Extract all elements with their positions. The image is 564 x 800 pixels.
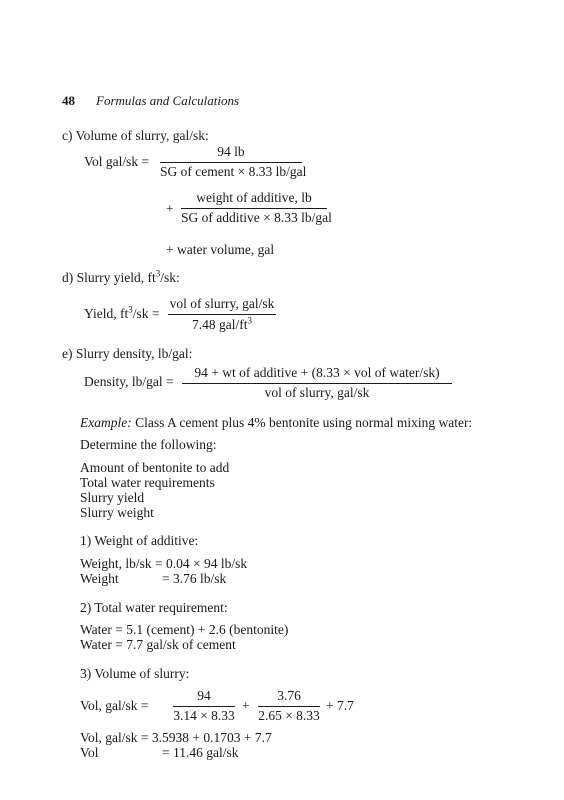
section-c-water-line: + water volume, gal — [166, 242, 275, 257]
fraction-bar — [258, 706, 320, 707]
step3-line2: Vol, gal/sk = 3.5938 + 0.1703 + 7.7 — [80, 730, 272, 745]
section-e-numerator: 94 + wt of additive + (8.33 × vol of water/sk) — [194, 365, 440, 380]
step3-lhs: Vol, gal/sk = — [80, 698, 149, 713]
list-item: Amount of bentonite to add — [80, 460, 230, 475]
step3-fraction1-numerator: 94 — [197, 688, 211, 703]
list-item: Slurry yield — [80, 490, 145, 505]
section-e-denominator: vol of slurry, gal/sk — [264, 385, 370, 400]
section-e-heading: e) Slurry density, lb/gal: — [62, 346, 193, 361]
section-c-heading: c) Volume of slurry, gal/sk: — [62, 128, 209, 143]
step1-line1: Weight, lb/sk = 0.04 × 94 lb/sk — [80, 556, 248, 571]
step3-tail: + 7.7 — [326, 698, 354, 713]
step3-line3-lhs: Vol — [80, 745, 99, 760]
step1-heading: 1) Weight of additive: — [80, 533, 199, 548]
fraction-bar — [173, 706, 235, 707]
section-c-fraction1-numerator: 94 lb — [217, 144, 245, 159]
running-title: Formulas and Calculations — [96, 93, 240, 108]
step3-fraction2-denominator: 2.65 × 8.33 — [258, 708, 320, 723]
section-c-plus: + — [166, 201, 174, 216]
step1-line2-rhs: = 3.76 lb/sk — [162, 571, 227, 586]
fraction-bar — [181, 208, 327, 209]
step2-line2: Water = 7.7 gal/sk of cement — [80, 637, 236, 652]
step2-heading: 2) Total water requirement: — [80, 600, 228, 615]
section-c-fraction2-denominator: SG of additive × 8.33 lb/gal — [181, 210, 332, 225]
step3-line3-rhs: = 11.46 gal/sk — [162, 745, 239, 760]
page-number: 48 — [62, 93, 75, 108]
section-c-lhs: Vol gal/sk = — [84, 154, 150, 169]
section-c-fraction1-denominator: SG of cement × 8.33 lb/gal — [160, 164, 307, 179]
step3-heading: 3) Volume of slurry: — [80, 666, 190, 681]
section-e-lhs: Density, lb/gal = — [84, 374, 174, 389]
determine-line: Determine the following: — [80, 437, 217, 452]
step2-line1: Water = 5.1 (cement) + 2.6 (bentonite) — [80, 622, 289, 637]
fraction-bar — [160, 162, 302, 163]
step3-fraction1-denominator: 3.14 × 8.33 — [173, 708, 235, 723]
step3-fraction2-numerator: 3.76 — [277, 688, 301, 703]
section-d-denominator: 7.48 gal/$ft^3$ — [192, 315, 252, 332]
section-d-heading: d) Slurry yield, $ft^3/sk$: — [62, 268, 180, 285]
list-item: Total water requirements — [80, 475, 215, 490]
section-c-fraction2-numerator: weight of additive, lb — [196, 190, 312, 205]
list-item: Slurry weight — [80, 505, 154, 520]
example-line: Example: Class A cement plus 4% bentonite using normal mixing water: — [80, 415, 473, 430]
section-d-numerator: vol of slurry, gal/sk — [169, 296, 275, 311]
fraction-bar — [168, 314, 276, 315]
step1-line2-lhs: Weight — [80, 571, 119, 586]
fraction-bar — [182, 383, 452, 384]
step3-plus: + — [242, 698, 250, 713]
section-d-lhs: Yield, $ft^3/sk$ = — [84, 304, 160, 321]
